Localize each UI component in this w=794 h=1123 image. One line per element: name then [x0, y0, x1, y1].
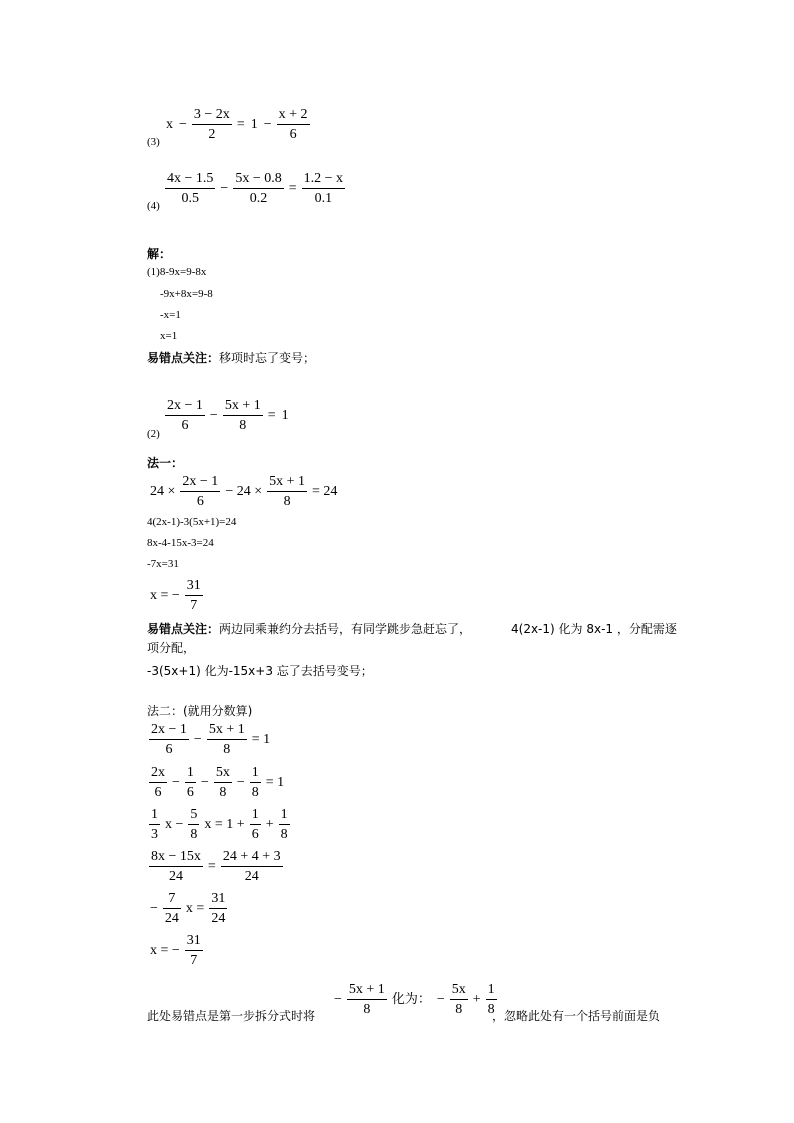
numerator: 3 − 2x — [193, 107, 230, 122]
step-line: -9x+8x=9-8 — [160, 288, 213, 300]
denominator: 8 — [250, 782, 261, 801]
numerator: 5x + 1 — [348, 982, 385, 997]
denominator: 8 — [223, 415, 263, 434]
problem-4-label: (4) — [147, 200, 160, 212]
plus-sign: + — [472, 992, 481, 1007]
numerator: x + 2 — [278, 107, 308, 122]
method-2-row-2 — [147, 764, 287, 801]
fraction — [250, 806, 261, 843]
note-text: 移项时忘了变号； — [219, 351, 316, 365]
numerator: 5 — [190, 807, 198, 822]
denominator: 0.1 — [302, 188, 345, 207]
denominator: 6 — [165, 415, 205, 434]
denominator: 0.2 — [233, 188, 283, 207]
minus-sign: − — [150, 901, 158, 916]
numerator: 1 — [151, 807, 158, 822]
denominator: 3 — [149, 824, 160, 843]
fraction — [188, 806, 199, 843]
fraction — [250, 764, 261, 801]
expr: − 24 × — [225, 484, 263, 499]
method-2-row-1 — [147, 721, 273, 758]
expr: x = 1 + — [204, 817, 245, 832]
step-line: (1)8-9x=9-8x — [147, 266, 207, 278]
step-line: -x=1 — [160, 309, 181, 321]
denominator: 24 — [163, 908, 181, 927]
error-note-3-text: ，忽略此处有一个括号前面是负 — [492, 1009, 661, 1023]
denominator: 2 — [192, 124, 232, 143]
method-2-row-4 — [147, 848, 285, 885]
solution-heading: 解： — [147, 247, 172, 261]
numerator: 2x − 1 — [151, 722, 187, 737]
fraction — [277, 106, 310, 143]
error-note-2 — [147, 620, 471, 637]
note-text: 4(2x-1) 化为 8x-1 ，分配需逐 — [511, 622, 677, 636]
method-1-heading: 法一： — [147, 456, 184, 470]
fraction — [149, 721, 189, 758]
numerator: 31 — [211, 891, 226, 906]
method-2-row-5 — [147, 890, 229, 927]
fraction — [233, 170, 283, 207]
denominator: 6 — [277, 124, 310, 143]
numerator: 5x + 1 — [224, 398, 261, 413]
fraction — [214, 764, 232, 801]
fraction — [223, 397, 263, 434]
minus-sign: − — [172, 775, 180, 790]
denominator: 8 — [267, 491, 307, 510]
step-line: 4(2x-1)-3(5x+1)=24 — [147, 516, 237, 528]
fraction — [192, 106, 232, 143]
problem-3-label: (3) — [147, 136, 160, 148]
numerator: 1 — [251, 807, 259, 822]
denominator: 8 — [347, 999, 387, 1018]
expr: x = — [185, 901, 205, 916]
fraction — [185, 932, 203, 969]
numerator: 2x — [151, 765, 165, 780]
denominator: 6 — [149, 739, 189, 758]
numerator: 4x − 1.5 — [167, 171, 214, 186]
note-label: 易错点关注： — [147, 622, 220, 636]
problem-3-equation — [163, 106, 312, 143]
note-text: -3(5x+1) 化为-15x+3 忘了去括号变号； — [147, 664, 373, 678]
numerator: 5x + 1 — [269, 474, 306, 489]
denominator: 24 — [149, 866, 203, 885]
numerator: 24 + 4 + 3 — [222, 849, 281, 864]
problem-2-equation — [163, 397, 292, 434]
problem-2-label: (2) — [147, 428, 160, 440]
denominator: 8 — [279, 824, 290, 843]
error-note-3-expression — [331, 981, 499, 1018]
minus-sign: − — [179, 117, 187, 132]
expr: x = − — [150, 943, 180, 958]
problem-4-equation — [163, 170, 347, 207]
fraction — [149, 764, 167, 801]
denominator: 6 — [149, 782, 167, 801]
fraction — [165, 170, 215, 207]
numerator: 7 — [168, 891, 176, 906]
fraction — [149, 848, 203, 885]
numerator: 1 — [186, 765, 194, 780]
minus-sign: − — [209, 408, 218, 423]
fraction — [180, 473, 220, 510]
expr: = 24 — [312, 484, 338, 499]
expr: = 1 — [251, 732, 271, 747]
numerator: 8x − 15x — [151, 849, 201, 864]
minus-sign: − — [436, 992, 445, 1007]
denominator: 6 — [185, 782, 196, 801]
numerator: 5x — [215, 765, 230, 780]
numerator: 1 — [280, 807, 288, 822]
fraction — [209, 890, 227, 927]
equals-sign: = — [288, 181, 297, 196]
equals-sign: = — [236, 117, 245, 132]
numerator: 5x − 0.8 — [235, 171, 282, 186]
denominator: 7 — [185, 595, 203, 614]
numerator: 1.2 − x — [303, 171, 344, 186]
minus-sign: − — [193, 732, 202, 747]
numerator: 1 — [487, 982, 495, 997]
fraction — [163, 890, 181, 927]
numerator: 5x + 1 — [208, 722, 245, 737]
denominator: 8 — [486, 999, 497, 1018]
var-x: x — [166, 117, 173, 132]
fraction — [149, 806, 160, 843]
minus-sign: − — [263, 117, 272, 132]
numerator: 31 — [186, 933, 201, 948]
fraction — [185, 764, 196, 801]
denominator: 6 — [250, 824, 261, 843]
minus-sign: − — [220, 181, 229, 196]
fraction — [450, 981, 468, 1018]
denominator: 8 — [450, 999, 468, 1018]
expr: 24 × — [150, 484, 176, 499]
equals-sign: = — [267, 408, 276, 423]
error-note-1 — [147, 349, 315, 366]
minus-sign: − — [236, 775, 245, 790]
expr: x − — [165, 817, 184, 832]
fraction — [267, 473, 307, 510]
number: 1 — [281, 408, 289, 423]
error-note-3-text: 此处易错点是第一步拆分式时将 — [147, 1009, 316, 1023]
method-2-row-3 — [147, 806, 292, 843]
note-label: 易错点关注： — [147, 351, 220, 365]
numerator: 2x − 1 — [167, 398, 203, 413]
method-1-equation — [147, 473, 340, 510]
denominator: 8 — [207, 739, 247, 758]
fraction — [165, 397, 205, 434]
note-text: 化为： — [391, 992, 431, 1007]
equals-sign: = — [207, 859, 216, 874]
fraction — [207, 721, 247, 758]
denominator: 8 — [214, 782, 232, 801]
denominator: 24 — [221, 866, 283, 885]
numerator: 1 — [251, 765, 259, 780]
step-line: -7x=31 — [147, 558, 179, 570]
numerator: 5x — [451, 982, 466, 997]
method-1-result — [147, 577, 205, 614]
method-2-row-6 — [147, 932, 205, 969]
minus-sign: − — [334, 992, 342, 1007]
denominator: 7 — [185, 950, 203, 969]
note-text: 项分配， — [147, 641, 196, 655]
fraction — [347, 981, 387, 1018]
minus-sign: − — [200, 775, 209, 790]
fraction — [302, 170, 345, 207]
note-text: 两边同乘兼约分去括号，有同学跳步急赶忘了， — [219, 622, 472, 636]
plus-sign: + — [265, 817, 274, 832]
numerator: 2x − 1 — [182, 474, 219, 489]
denominator: 6 — [180, 491, 220, 510]
fraction — [185, 577, 203, 614]
step-line: x=1 — [160, 330, 178, 342]
denominator: 24 — [209, 908, 227, 927]
denominator: 8 — [188, 824, 199, 843]
fraction — [221, 848, 283, 885]
expr: x = − — [150, 588, 180, 603]
number: 1 — [250, 117, 258, 132]
denominator: 0.5 — [165, 188, 215, 207]
step-line: 8x-4-15x-3=24 — [147, 537, 214, 549]
numerator: 31 — [186, 578, 201, 593]
method-2-heading: 法二：(就用分数算) — [147, 704, 253, 718]
fraction — [279, 806, 290, 843]
expr: = 1 — [265, 775, 285, 790]
